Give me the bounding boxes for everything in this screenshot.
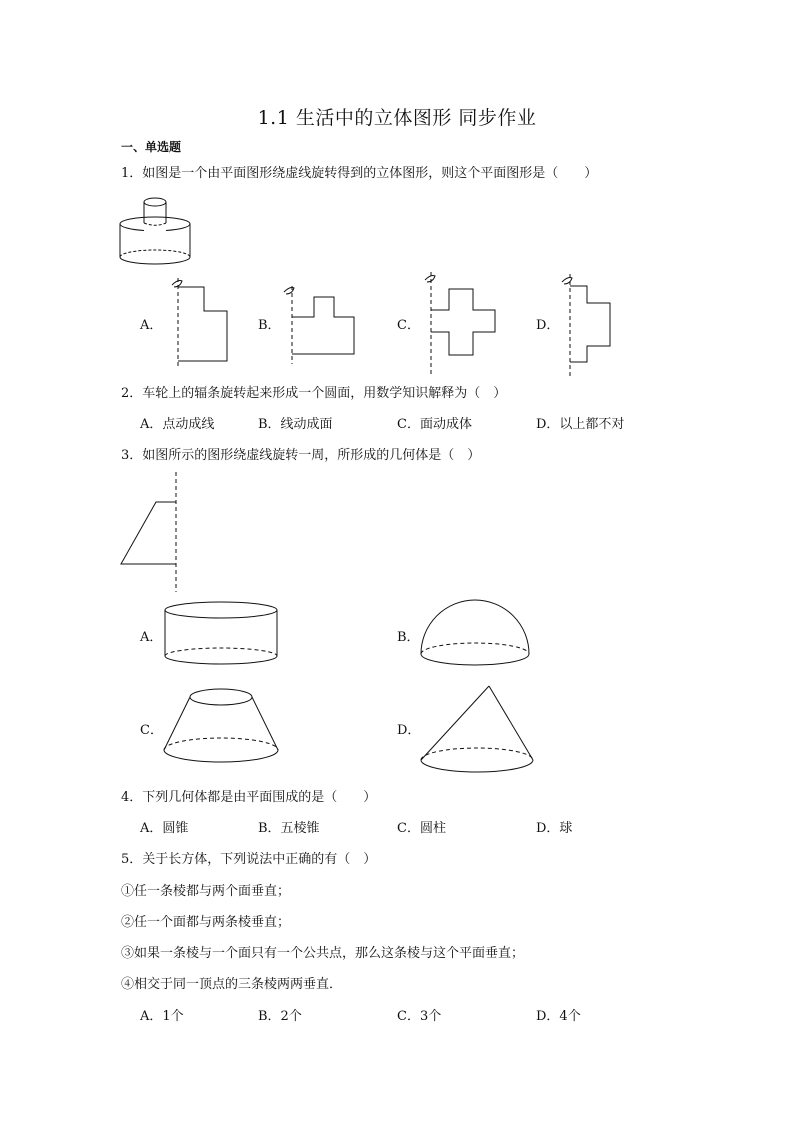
rotation-arrow-icon xyxy=(172,281,182,288)
q5-option-a[interactable]: A．1个 xyxy=(140,1009,184,1024)
q2-stem: 2．车轮上的辐条旋转起来形成一个圆面，用数学知识解释为（ ） xyxy=(121,386,507,401)
q1-option-c[interactable]: C． xyxy=(397,318,420,333)
q1-option-b-figure[interactable] xyxy=(284,284,358,364)
q4-option-b[interactable]: B．五棱锥 xyxy=(258,821,320,836)
rotation-arrow-icon xyxy=(425,276,435,283)
q5-option-b[interactable]: B．2个 xyxy=(258,1009,302,1024)
q4-option-d[interactable]: D．球 xyxy=(536,821,573,836)
q1-option-b[interactable]: B． xyxy=(258,318,281,333)
q3-option-c[interactable]: C． xyxy=(140,723,163,738)
q1-solid-figure xyxy=(114,193,196,267)
q2-option-c[interactable]: C．面动成体 xyxy=(397,417,472,432)
q1-option-d-figure[interactable] xyxy=(560,272,616,376)
q3-option-a[interactable]: A． xyxy=(140,630,163,645)
q3-option-b-hemisphere[interactable] xyxy=(418,598,532,670)
q1-option-a[interactable]: A． xyxy=(140,318,163,333)
q5-stem: 5．关于长方体，下列说法中正确的有（ ） xyxy=(121,852,377,867)
q1-stem: 1．如图是一个由平面图形绕虚线旋转得到的立体图形，则这个平面图形是（ ） xyxy=(121,166,598,181)
q4-option-a[interactable]: A．圆锥 xyxy=(140,821,189,836)
q3-trapezoid-figure xyxy=(118,470,182,594)
q2-option-a[interactable]: A．点动成线 xyxy=(140,417,215,432)
q1-option-a-figure[interactable] xyxy=(168,273,230,369)
q5-statement-2: ②任一个面都与两条棱垂直； xyxy=(121,915,291,930)
q4-stem: 4．下列几何体都是由平面围成的是（ ） xyxy=(121,790,377,805)
q4-option-c[interactable]: C．圆柱 xyxy=(397,821,446,836)
q2-option-b[interactable]: B．线动成面 xyxy=(258,417,333,432)
q1-option-d[interactable]: D． xyxy=(536,318,560,333)
q3-stem: 3．如图所示的图形绕虚线旋转一周，所形成的几何体是（ ） xyxy=(121,448,481,463)
section-heading: 一、单选题 xyxy=(121,140,182,154)
q3-option-d-cone[interactable] xyxy=(418,684,536,776)
q5-option-c[interactable]: C．3个 xyxy=(397,1009,442,1024)
q2-option-d[interactable]: D．以上都不对 xyxy=(536,417,625,432)
q3-option-c-frustum[interactable] xyxy=(160,686,282,768)
q5-statement-3: ③如果一条棱与一个面只有一个公共点，那么这条棱与这个平面垂直； xyxy=(121,946,525,961)
q5-statement-4: ④相交于同一顶点的三条棱两两垂直． xyxy=(121,977,343,992)
q1-option-c-figure[interactable] xyxy=(423,270,499,376)
q5-statement-1: ①任一条棱都与两个面垂直； xyxy=(121,884,291,899)
q3-option-d[interactable]: D． xyxy=(397,723,421,738)
q3-option-b[interactable]: B． xyxy=(397,630,420,645)
q3-option-a-cylinder[interactable] xyxy=(160,600,282,670)
page-title: 1.1 生活中的立体图形 同步作业 xyxy=(257,107,537,129)
q5-option-d[interactable]: D．4个 xyxy=(536,1009,581,1024)
